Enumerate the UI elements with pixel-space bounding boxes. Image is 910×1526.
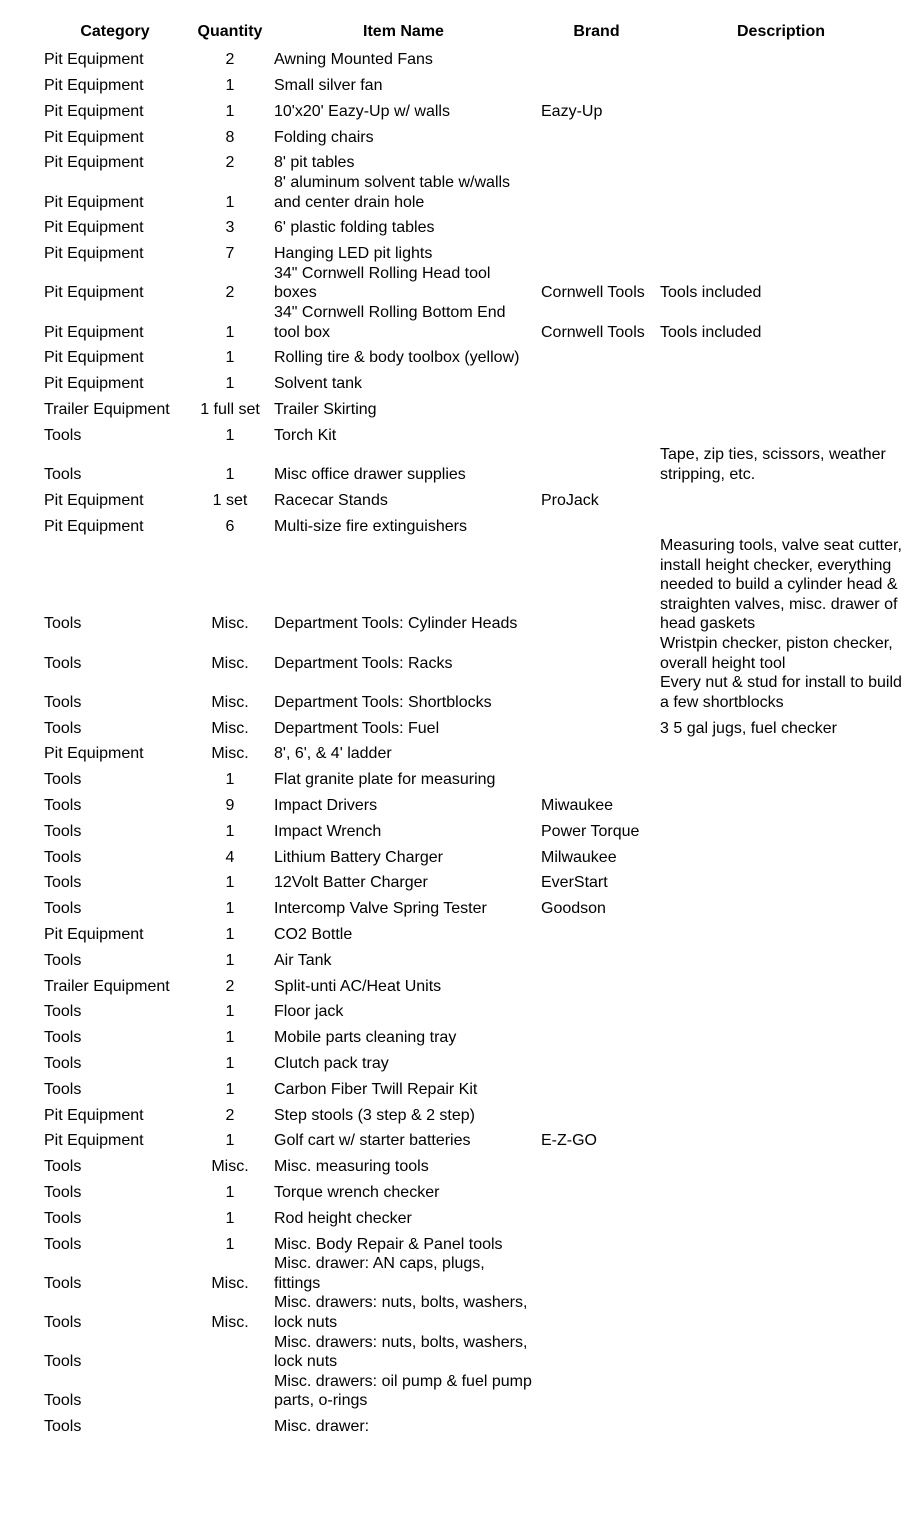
table-row: [40, 1372, 906, 1411]
row-category: Tools: [44, 874, 82, 892]
row-quantity: 7: [225, 245, 235, 263]
row-category: Tools: [44, 1003, 82, 1021]
row-category: Pit Equipment: [44, 491, 144, 509]
row-brand: [537, 510, 656, 536]
row-category: Tools: [44, 426, 82, 444]
table-row: [40, 970, 906, 996]
row-brand: Power Torque: [541, 822, 640, 840]
row-brand: [537, 945, 656, 971]
row-brand: [537, 445, 656, 484]
row-description: [656, 485, 906, 511]
row-category: Pit Equipment: [44, 349, 144, 367]
row-item-name: Rolling tire & body toolbox (yellow): [274, 349, 520, 367]
row-description: [656, 70, 906, 96]
table-row: [40, 1074, 906, 1100]
row-category: Tools: [44, 822, 82, 840]
row-item-name: Torque wrench checker: [274, 1184, 440, 1201]
row-description: [656, 841, 906, 867]
row-quantity: 6: [225, 517, 235, 535]
table-row: [40, 738, 906, 764]
row-description: [656, 44, 906, 70]
row-description: [656, 368, 906, 394]
row-brand: ProJack: [541, 491, 599, 509]
row-category: Tools: [44, 1029, 82, 1047]
row-brand: [537, 342, 656, 368]
table-row: [40, 1022, 906, 1048]
table-row: [40, 893, 906, 919]
row-quantity: 1: [225, 900, 235, 918]
row-brand: Cornwell Tools: [541, 284, 645, 302]
table-row: [40, 70, 906, 96]
row-item-name: Trailer Skirting: [274, 400, 377, 418]
row-item-name: Misc. drawer:: [274, 1418, 370, 1436]
row-item-name: Carbon Fiber Twill Repair Kit: [274, 1080, 478, 1098]
row-item-name: Floor jack: [274, 1003, 344, 1021]
table-body: [40, 44, 906, 1437]
table-row: [40, 368, 906, 394]
row-quantity: 4: [225, 848, 235, 866]
row-description: [656, 1151, 906, 1177]
row-brand: [537, 673, 656, 712]
row-description: [656, 147, 906, 173]
row-brand: Goodson: [541, 900, 606, 918]
row-item-name: Impact Drivers: [274, 797, 378, 815]
row-brand: [537, 919, 656, 945]
row-brand: [537, 368, 656, 394]
row-description: Tools included: [660, 284, 762, 302]
row-description: [656, 816, 906, 842]
row-brand: [537, 996, 656, 1022]
row-item-name: 34" Cornwell Rolling Bottom End tool box: [274, 303, 506, 341]
row-category: Tools: [44, 1080, 82, 1098]
row-quantity: Misc.: [211, 1158, 249, 1176]
row-description: [656, 1074, 906, 1100]
row-brand: [537, 1177, 656, 1203]
row-brand: [537, 738, 656, 764]
row-item-name: Misc. drawer: AN caps, plugs, fittings: [274, 1255, 485, 1292]
row-category: Pit Equipment: [44, 102, 144, 120]
row-quantity: 1: [225, 874, 235, 892]
row-quantity: 1: [225, 1132, 235, 1150]
row-description: [656, 121, 906, 147]
table-row: [40, 1333, 906, 1372]
row-item-name: Torch Kit: [274, 426, 337, 444]
row-quantity: Misc.: [211, 1313, 249, 1331]
row-item-name: Step stools (3 step & 2 step): [274, 1106, 475, 1124]
row-brand: [537, 121, 656, 147]
row-description: [656, 1177, 906, 1203]
row-category: Pit Equipment: [44, 745, 144, 763]
row-brand: Milwaukee: [541, 848, 617, 866]
table-row: [40, 673, 906, 712]
row-quantity: Misc.: [211, 745, 249, 763]
table-row: [40, 303, 906, 342]
row-brand: [537, 147, 656, 173]
table-row: [40, 342, 906, 368]
row-quantity: 2: [225, 154, 235, 172]
row-category: Pit Equipment: [44, 284, 144, 302]
table-row: [40, 1099, 906, 1125]
row-brand: [537, 970, 656, 996]
row-category: Tools: [44, 797, 82, 815]
table-row: [40, 445, 906, 484]
row-description: [656, 96, 906, 122]
row-quantity: Misc.: [211, 719, 249, 737]
header-quantity: Quantity: [197, 23, 263, 41]
row-item-name: Rod height checker: [274, 1209, 412, 1227]
row-description: [656, 919, 906, 945]
row-item-name: Split-unti AC/Heat Units: [274, 977, 442, 995]
header-item-name: Item Name: [363, 23, 444, 41]
row-category: Trailer Equipment: [44, 400, 170, 418]
row-item-name: Small silver fan: [274, 77, 383, 94]
row-category: Tools: [44, 1353, 82, 1371]
row-item-name: Solvent tank: [274, 375, 363, 393]
row-brand: [537, 1228, 656, 1254]
row-description: Wristpin checker, piston checker, overall height tool: [660, 635, 893, 672]
row-description: [656, 1203, 906, 1229]
row-description: [656, 173, 906, 212]
row-brand: Eazy-Up: [541, 102, 603, 120]
row-description: Every nut & stud for install to build a few shortblocks: [660, 674, 902, 711]
table-row: [40, 147, 906, 173]
row-description: [656, 996, 906, 1022]
row-item-name: 6' plastic folding tables: [274, 219, 435, 237]
row-category: Tools: [44, 1055, 82, 1073]
table-row: [40, 121, 906, 147]
row-category: Tools: [44, 771, 82, 789]
table-row: [40, 1048, 906, 1074]
table-row: [40, 1411, 906, 1437]
table-row: [40, 420, 906, 446]
table-row: [40, 485, 906, 511]
header-row: [40, 20, 906, 44]
row-category: Pit Equipment: [44, 154, 144, 172]
table-row: [40, 1293, 906, 1332]
row-item-name: Air Tank: [274, 951, 332, 969]
row-category: Pit Equipment: [44, 323, 144, 341]
row-item-name: Lithium Battery Charger: [274, 848, 443, 866]
table-row: [40, 44, 906, 70]
row-item-name: Department Tools: Racks: [274, 654, 453, 672]
row-quantity: 1: [225, 1029, 235, 1047]
row-item-name: 12Volt Batter Charger: [274, 874, 428, 892]
row-quantity: [190, 1411, 270, 1437]
row-description: [656, 1333, 906, 1372]
table-row: [40, 996, 906, 1022]
row-brand: [537, 1099, 656, 1125]
row-item-name: Intercomp Valve Spring Tester: [274, 900, 487, 918]
row-description: Measuring tools, valve seat cutter, install height checker, everything needed to build a cylinder head & straighten valves, misc. drawer of head gaskets: [660, 537, 902, 633]
row-category: Pit Equipment: [44, 1132, 144, 1150]
table-row: [40, 1254, 906, 1293]
row-category: Tools: [44, 1274, 82, 1292]
row-quantity: 1: [225, 1055, 235, 1073]
row-brand: [537, 1254, 656, 1293]
row-description: 3 5 gal jugs, fuel checker: [660, 719, 837, 737]
table-row: [40, 1151, 906, 1177]
header-description: Description: [736, 23, 825, 41]
inventory-table: [40, 20, 906, 1437]
row-brand: [537, 1151, 656, 1177]
row-category: Tools: [44, 1313, 82, 1331]
row-quantity: 1: [225, 1235, 235, 1253]
row-quantity: Misc.: [211, 615, 249, 633]
row-brand: E-Z-GO: [541, 1132, 597, 1150]
row-item-name: Awning Mounted Fans: [274, 51, 433, 69]
row-item-name: Misc office drawer supplies: [274, 465, 466, 483]
table-row: [40, 867, 906, 893]
row-quantity: 1: [225, 77, 235, 94]
row-quantity: Misc.: [211, 693, 249, 711]
row-quantity: 2: [225, 1106, 235, 1124]
row-category: Pit Equipment: [44, 375, 144, 393]
row-quantity: [190, 1372, 270, 1411]
row-category: Tools: [44, 1209, 82, 1227]
row-description: [656, 945, 906, 971]
row-description: [656, 970, 906, 996]
row-category: Pit Equipment: [44, 219, 144, 237]
row-item-name: Misc. drawers: oil pump & fuel pump parts, o-rings: [274, 1372, 532, 1410]
row-brand: [537, 238, 656, 264]
row-description: [656, 1411, 906, 1437]
row-description: [656, 1099, 906, 1125]
row-description: [656, 420, 906, 446]
table-row: [40, 212, 906, 238]
row-category: Tools: [44, 465, 82, 483]
row-item-name: Racecar Stands: [274, 491, 388, 509]
row-quantity: 1: [225, 323, 235, 341]
row-item-name: Flat granite plate for measuring: [274, 771, 496, 789]
row-item-name: Misc. measuring tools: [274, 1158, 429, 1176]
row-description: [656, 394, 906, 420]
row-item-name: Clutch pack tray: [274, 1055, 389, 1073]
row-description: [656, 867, 906, 893]
row-brand: [537, 173, 656, 212]
row-brand: [537, 764, 656, 790]
row-description: [656, 1293, 906, 1332]
row-category: Tools: [44, 693, 82, 711]
row-brand: [537, 44, 656, 70]
table-row: [40, 634, 906, 673]
header-brand: Brand: [573, 23, 620, 41]
row-quantity: 1: [225, 349, 235, 367]
row-category: Tools: [44, 900, 82, 918]
row-description: [656, 738, 906, 764]
row-item-name: Misc. drawers: nuts, bolts, washers, lock nuts: [274, 1294, 528, 1331]
row-description: [656, 1372, 906, 1411]
table-row: [40, 173, 906, 212]
row-description: [656, 1228, 906, 1254]
row-description: [656, 764, 906, 790]
row-brand: [537, 1411, 656, 1437]
row-brand: [537, 1333, 656, 1372]
row-category: Tools: [44, 719, 82, 737]
row-brand: [537, 634, 656, 673]
row-item-name: 8' aluminum solvent table w/walls and center drain hole: [274, 173, 511, 211]
row-category: Pit Equipment: [44, 77, 144, 94]
table-row: [40, 764, 906, 790]
table-row: [40, 945, 906, 971]
row-category: Tools: [44, 848, 82, 866]
row-description: [656, 342, 906, 368]
row-quantity: Misc.: [211, 1274, 249, 1292]
row-description: [656, 238, 906, 264]
row-description: [656, 1125, 906, 1151]
row-quantity: 1: [225, 1003, 235, 1021]
row-brand: Miwaukee: [541, 797, 614, 815]
row-description: [656, 893, 906, 919]
row-description: [656, 1254, 906, 1293]
table-row: [40, 96, 906, 122]
row-brand: [537, 1048, 656, 1074]
table-row: [40, 1125, 906, 1151]
row-item-name: Misc. drawers: nuts, bolts, washers, lock nuts: [274, 1333, 528, 1371]
row-item-name: Department Tools: Shortblocks: [274, 693, 492, 711]
row-quantity: 1 set: [212, 491, 248, 509]
row-brand: [537, 1293, 656, 1332]
row-brand: [537, 536, 656, 634]
row-brand: [537, 1203, 656, 1229]
row-category: Tools: [44, 1158, 82, 1176]
row-item-name: 8' pit tables: [274, 154, 355, 172]
row-category: Pit Equipment: [44, 517, 144, 535]
row-category: Tools: [44, 1184, 82, 1201]
table-row: [40, 264, 906, 303]
row-category: Tools: [44, 654, 82, 672]
row-item-name: Golf cart w/ starter batteries: [274, 1132, 471, 1150]
row-quantity: 1: [225, 426, 235, 444]
row-item-name: Multi-size fire extinguishers: [274, 517, 467, 535]
table-row: [40, 394, 906, 420]
row-category: Pit Equipment: [44, 193, 144, 211]
row-brand: [537, 420, 656, 446]
row-category: Tools: [44, 1392, 82, 1410]
row-brand: [537, 712, 656, 738]
row-quantity: 1: [225, 926, 235, 944]
row-quantity: Misc.: [211, 654, 249, 672]
table-row: [40, 1228, 906, 1254]
row-quantity: 2: [225, 284, 235, 302]
row-quantity: 1 full set: [200, 400, 260, 418]
row-item-name: 34" Cornwell Rolling Head tool boxes: [274, 264, 491, 302]
row-item-name: Department Tools: Fuel: [274, 719, 440, 737]
row-quantity: 9: [225, 797, 235, 815]
row-brand: [537, 394, 656, 420]
row-quantity: 1: [225, 375, 235, 393]
row-quantity: 1: [225, 465, 235, 483]
row-category: Tools: [44, 951, 82, 969]
table-row: [40, 919, 906, 945]
row-description: [656, 212, 906, 238]
row-quantity: 1: [225, 771, 235, 789]
row-item-name: Misc. Body Repair & Panel tools: [274, 1235, 503, 1253]
row-item-name: Impact Wrench: [274, 822, 382, 840]
row-quantity: 1: [225, 951, 235, 969]
header-category: Category: [80, 23, 150, 41]
row-quantity: 2: [225, 51, 235, 69]
row-brand: [537, 212, 656, 238]
row-brand: [537, 1372, 656, 1411]
row-quantity: 1: [225, 1209, 235, 1227]
row-quantity: 1: [225, 1184, 235, 1201]
row-quantity: 8: [225, 128, 235, 146]
row-brand: EverStart: [541, 874, 608, 892]
row-item-name: Department Tools: Cylinder Heads: [274, 615, 518, 633]
row-brand: [537, 1022, 656, 1048]
table-row: [40, 1177, 906, 1203]
table-row: [40, 816, 906, 842]
row-quantity: 2: [225, 977, 235, 995]
row-quantity: 3: [225, 219, 235, 237]
table-row: [40, 841, 906, 867]
table-row: [40, 790, 906, 816]
row-quantity: 1: [225, 102, 235, 120]
row-description: [656, 1048, 906, 1074]
row-description: [656, 510, 906, 536]
row-item-name: Mobile parts cleaning tray: [274, 1029, 457, 1047]
row-brand: Cornwell Tools: [541, 323, 645, 341]
row-item-name: CO2 Bottle: [274, 926, 353, 944]
row-description: Tape, zip ties, scissors, weather stripping, etc.: [660, 446, 886, 483]
row-category: Tools: [44, 1418, 82, 1436]
table-row: [40, 712, 906, 738]
table-row: [40, 536, 906, 634]
row-brand: [537, 1074, 656, 1100]
row-category: Tools: [44, 615, 82, 633]
row-description: [656, 790, 906, 816]
row-category: Tools: [44, 1235, 82, 1253]
row-category: Pit Equipment: [44, 128, 144, 146]
row-item-name: Folding chairs: [274, 128, 374, 146]
row-quantity: 1: [225, 1080, 235, 1098]
table-row: [40, 238, 906, 264]
row-description: Tools included: [660, 323, 762, 341]
row-item-name: 8', 6', & 4' ladder: [274, 745, 392, 763]
row-description: [656, 1022, 906, 1048]
row-category: Pit Equipment: [44, 245, 144, 263]
row-category: Pit Equipment: [44, 1106, 144, 1124]
row-category: Trailer Equipment: [44, 977, 170, 995]
row-item-name: Hanging LED pit lights: [274, 245, 433, 263]
row-quantity: 1: [225, 193, 235, 211]
row-item-name: 10'x20' Eazy-Up w/ walls: [274, 102, 450, 120]
row-category: Pit Equipment: [44, 51, 144, 69]
row-brand: [537, 70, 656, 96]
table-row: [40, 510, 906, 536]
row-quantity: 1: [225, 822, 235, 840]
table-row: [40, 1203, 906, 1229]
row-quantity: [190, 1333, 270, 1372]
row-category: Pit Equipment: [44, 926, 144, 944]
